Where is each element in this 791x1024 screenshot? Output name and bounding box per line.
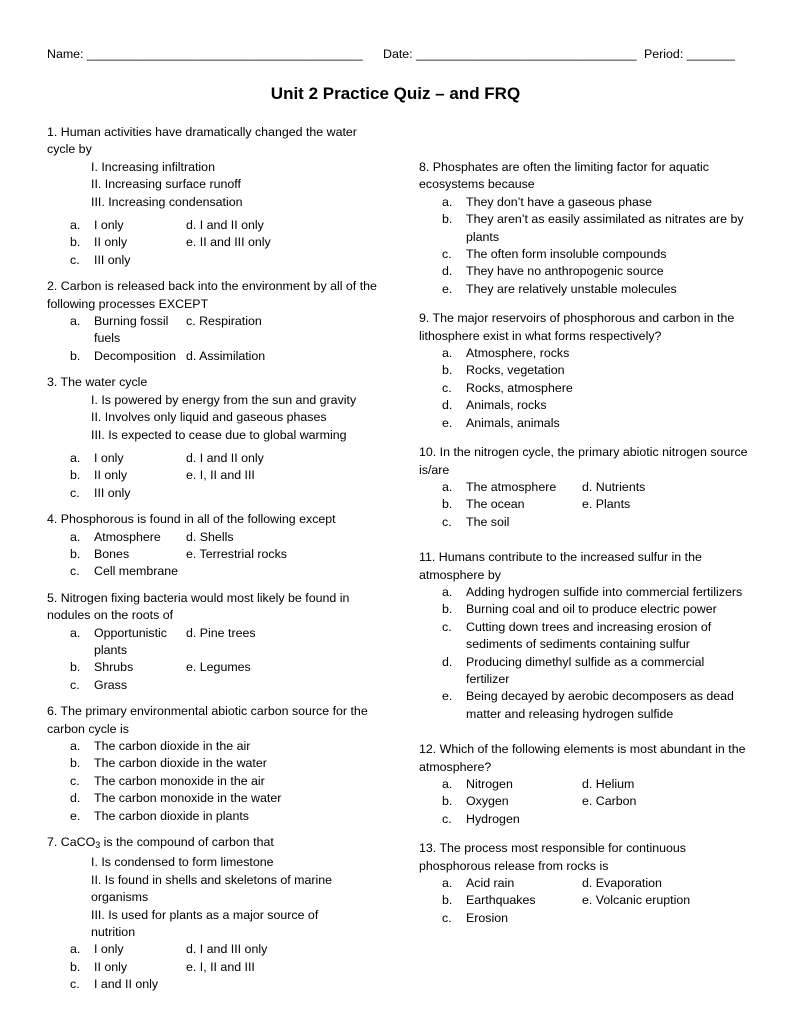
question-text bbox=[47, 834, 377, 854]
question-3 bbox=[47, 374, 377, 502]
left-column bbox=[47, 124, 377, 1003]
option-text: Atmosphere, rocks bbox=[466, 346, 570, 361]
option-letter: b. bbox=[70, 660, 81, 675]
question-6 bbox=[47, 703, 377, 825]
period-field: Period: _______ bbox=[644, 47, 735, 61]
option-text: Being decayed by aerobic decomposers as dead matter and releasing hydrogen sulfide bbox=[466, 689, 734, 721]
option-text: They don’t have a gaseous phase bbox=[466, 194, 652, 209]
question-text: 1. Human activities have dramatically changed the water cycle by bbox=[47, 125, 357, 157]
statement: III. Is used for plants as a major source of nutrition bbox=[91, 907, 319, 940]
option-text: d. Pine trees bbox=[186, 625, 256, 640]
question-2 bbox=[47, 278, 377, 365]
option-text: I only bbox=[94, 218, 124, 233]
question-text: 5. Nitrogen fixing bacteria would most likely be found in nodules on the roots of bbox=[47, 590, 350, 623]
statement: III. Is expected to cease due to global warming bbox=[91, 427, 347, 442]
option-text: e. I, II and III bbox=[186, 468, 255, 483]
option-letter: b. bbox=[442, 794, 453, 809]
question-text-part: is the compound of carbon that bbox=[100, 835, 274, 850]
option-letter: a. bbox=[70, 450, 81, 465]
option-letter: a. bbox=[70, 739, 81, 753]
answer-options bbox=[419, 875, 749, 927]
option-letter: b. bbox=[70, 756, 81, 771]
option-text: The atmosphere bbox=[466, 479, 557, 494]
answer-options bbox=[419, 776, 749, 828]
option-text: Adding hydrogen sulfide into commercial fertilizers bbox=[466, 584, 743, 599]
question-text: 9. The major reservoirs of phosphorous and carbon in the lithosphere exist in what forms respectively? bbox=[419, 311, 735, 343]
option-letter: d. bbox=[442, 654, 453, 669]
question-9 bbox=[419, 310, 749, 432]
date-field: Date: ________________________________ bbox=[383, 47, 637, 61]
option-letter: c. bbox=[70, 977, 80, 992]
option-letter: a. bbox=[70, 942, 81, 957]
name-field: Name: ________________________________________ bbox=[47, 47, 363, 61]
option-text: The carbon dioxide in the water bbox=[94, 756, 267, 771]
option-letter: a. bbox=[442, 876, 453, 891]
option-text: Decomposition bbox=[94, 348, 176, 363]
answer-options bbox=[419, 584, 749, 723]
question-11 bbox=[419, 549, 749, 723]
question-text-part: 7. CaCO bbox=[47, 835, 96, 850]
question-5 bbox=[47, 590, 377, 694]
statement: II. Increasing surface runoff bbox=[91, 177, 241, 192]
answer-options bbox=[47, 738, 377, 825]
question-text: 8. Phosphates are often the limiting factor for aquatic ecosystems because bbox=[419, 160, 709, 192]
option-text: Shrubs bbox=[94, 660, 134, 675]
option-text: Earthquakes bbox=[466, 893, 536, 908]
option-letter: c. bbox=[70, 773, 80, 788]
option-text: Bones bbox=[94, 546, 130, 561]
right-column bbox=[419, 159, 749, 936]
option-text: Acid rain bbox=[466, 876, 515, 891]
question-text: 2. Carbon is released back into the environment by all of the following processes EXCEPT bbox=[47, 279, 377, 311]
option-text: I only bbox=[94, 942, 124, 957]
option-text: e. Plants bbox=[582, 497, 631, 512]
option-text: d. Evaporation bbox=[582, 876, 662, 891]
question-text: 6. The primary environmental abiotic carbon source for the carbon cycle is bbox=[47, 704, 368, 736]
option-text: III only bbox=[94, 252, 131, 267]
question-text: 12. Which of the following elements is most abundant in the atmosphere? bbox=[419, 742, 746, 774]
statement: I. Is condensed to form limestone bbox=[91, 855, 274, 870]
answer-options bbox=[47, 313, 377, 365]
option-letter: b. bbox=[442, 497, 453, 512]
option-text: Burning coal and oil to produce electric power bbox=[466, 602, 717, 617]
option-text: Hydrogen bbox=[466, 811, 520, 826]
option-text: Oxygen bbox=[466, 794, 509, 809]
option-letter: b. bbox=[70, 235, 81, 250]
option-text: The carbon monoxide in the water bbox=[94, 791, 282, 806]
option-text: The carbon dioxide in plants bbox=[94, 808, 249, 823]
option-text: The soil bbox=[466, 514, 510, 529]
question-1 bbox=[47, 124, 377, 269]
question-text: 3. The water cycle bbox=[47, 375, 148, 390]
option-text: Rocks, vegetation bbox=[466, 363, 565, 378]
option-text: Grass bbox=[94, 677, 128, 692]
option-text: c. Respiration bbox=[186, 314, 262, 329]
statement: I. Is powered by energy from the sun and gravity bbox=[91, 392, 357, 407]
option-letter: a. bbox=[442, 777, 453, 791]
option-text: The ocean bbox=[466, 497, 525, 512]
question-text: 11. Humans contribute to the increased sulfur in the atmosphere by bbox=[419, 550, 702, 582]
option-letter: a. bbox=[442, 194, 453, 209]
option-text: They are relatively unstable molecules bbox=[466, 281, 677, 296]
option-text: d. Helium bbox=[582, 777, 635, 791]
option-letter: b. bbox=[442, 893, 453, 908]
option-letter: b. bbox=[70, 348, 81, 363]
option-text: e. Volcanic eruption bbox=[582, 893, 691, 908]
statement: I. Increasing infiltration bbox=[91, 159, 215, 174]
question-4 bbox=[47, 511, 377, 581]
option-text: II only bbox=[94, 235, 128, 250]
option-text: Opportunistic plants bbox=[94, 625, 168, 657]
option-letter: c. bbox=[70, 252, 80, 267]
option-text: Rocks, atmosphere bbox=[466, 380, 573, 395]
option-text: Erosion bbox=[466, 910, 509, 925]
option-letter: b. bbox=[442, 212, 453, 227]
question-text: 10. In the nitrogen cycle, the primary abiotic nitrogen source is/are bbox=[419, 445, 748, 477]
question-12 bbox=[419, 741, 749, 828]
option-letter: c. bbox=[442, 910, 452, 925]
option-text: Cutting down trees and increasing erosion of sediments of sediments containing sulfur bbox=[466, 619, 712, 652]
option-text: d. Assimilation bbox=[186, 348, 266, 363]
option-letter: c. bbox=[442, 514, 452, 529]
statement: III. Increasing condensation bbox=[91, 194, 243, 209]
option-text: d. I and III only bbox=[186, 942, 268, 957]
question-7 bbox=[47, 834, 377, 994]
option-letter: b. bbox=[70, 546, 81, 561]
option-text: They aren’t as easily assimilated as nitrates are by plants bbox=[466, 212, 744, 244]
option-letter: a. bbox=[70, 625, 81, 640]
answer-options bbox=[47, 941, 377, 993]
answer-options bbox=[47, 217, 377, 269]
option-letter: d. bbox=[442, 264, 453, 279]
option-text: III only bbox=[94, 485, 131, 500]
question-text: 13. The process most responsible for continuous phosphorous release from rocks is bbox=[419, 841, 687, 873]
option-text: They have no anthropogenic source bbox=[466, 264, 664, 279]
option-text: The carbon dioxide in the air bbox=[94, 739, 251, 753]
page-title: Unit 2 Practice Quiz – and FRQ bbox=[270, 84, 521, 103]
option-text: e. I, II and III bbox=[186, 959, 255, 974]
option-text: Nitrogen bbox=[466, 777, 513, 791]
answer-options bbox=[47, 529, 377, 581]
option-text: d. I and II only bbox=[186, 218, 264, 233]
option-letter: c. bbox=[70, 564, 80, 579]
option-letter: b. bbox=[442, 602, 453, 617]
option-text: Animals, animals bbox=[466, 415, 560, 430]
option-text: The carbon monoxide in the air bbox=[94, 773, 265, 788]
answer-options bbox=[47, 625, 377, 695]
answer-options bbox=[419, 479, 749, 531]
option-letter: a. bbox=[442, 479, 453, 494]
option-letter: a. bbox=[70, 314, 81, 329]
option-text: The often form insoluble compounds bbox=[466, 247, 667, 262]
answer-options bbox=[419, 345, 749, 432]
option-text: e. Terrestrial rocks bbox=[186, 546, 287, 561]
question-13 bbox=[419, 840, 749, 927]
option-letter: a. bbox=[70, 218, 81, 233]
option-letter: e. bbox=[442, 415, 453, 430]
subscript: 3 bbox=[95, 840, 101, 851]
option-letter: c. bbox=[442, 619, 452, 634]
option-text: I only bbox=[94, 450, 124, 465]
option-text: d. Shells bbox=[186, 529, 234, 544]
option-letter: e. bbox=[442, 689, 453, 704]
question-text: 4. Phosphorous is found in all of the following except bbox=[47, 512, 336, 527]
option-letter: b. bbox=[70, 468, 81, 483]
option-text: II only bbox=[94, 468, 128, 483]
option-letter: a. bbox=[442, 346, 453, 361]
option-text: d. Nutrients bbox=[582, 479, 646, 494]
question-8 bbox=[419, 159, 749, 298]
option-letter: c. bbox=[70, 485, 80, 500]
option-text: Animals, rocks bbox=[466, 398, 547, 413]
option-letter: d. bbox=[70, 791, 81, 806]
answer-options bbox=[47, 450, 377, 502]
option-letter: a. bbox=[442, 584, 453, 599]
option-letter: a. bbox=[70, 529, 81, 544]
option-letter: c. bbox=[442, 247, 452, 262]
option-text: d. I and II only bbox=[186, 450, 264, 465]
option-text: II only bbox=[94, 959, 128, 974]
option-text: Atmosphere bbox=[94, 529, 161, 544]
option-letter: e. bbox=[70, 808, 81, 823]
option-text: e. Carbon bbox=[582, 794, 637, 809]
question-10 bbox=[419, 444, 749, 531]
answer-options bbox=[419, 194, 749, 298]
option-text: e. II and III only bbox=[186, 235, 271, 250]
option-letter: c. bbox=[70, 677, 80, 692]
option-letter: d. bbox=[442, 398, 453, 413]
option-letter: b. bbox=[70, 959, 81, 974]
option-letter: c. bbox=[442, 811, 452, 826]
option-text: e. Legumes bbox=[186, 660, 251, 675]
option-letter: b. bbox=[442, 363, 453, 378]
option-text: Burning fossil fuels bbox=[94, 314, 169, 346]
option-text: Cell membrane bbox=[94, 564, 179, 579]
option-letter: c. bbox=[442, 380, 452, 395]
option-text: I and II only bbox=[94, 977, 159, 992]
option-text: Producing dimethyl sulfide as a commercial fertilizer bbox=[466, 654, 705, 686]
option-letter: e. bbox=[442, 281, 453, 296]
statement: II. Involves only liquid and gaseous phases bbox=[91, 410, 327, 425]
statement: II. Is found in shells and skeletons of marine organisms bbox=[91, 872, 333, 905]
